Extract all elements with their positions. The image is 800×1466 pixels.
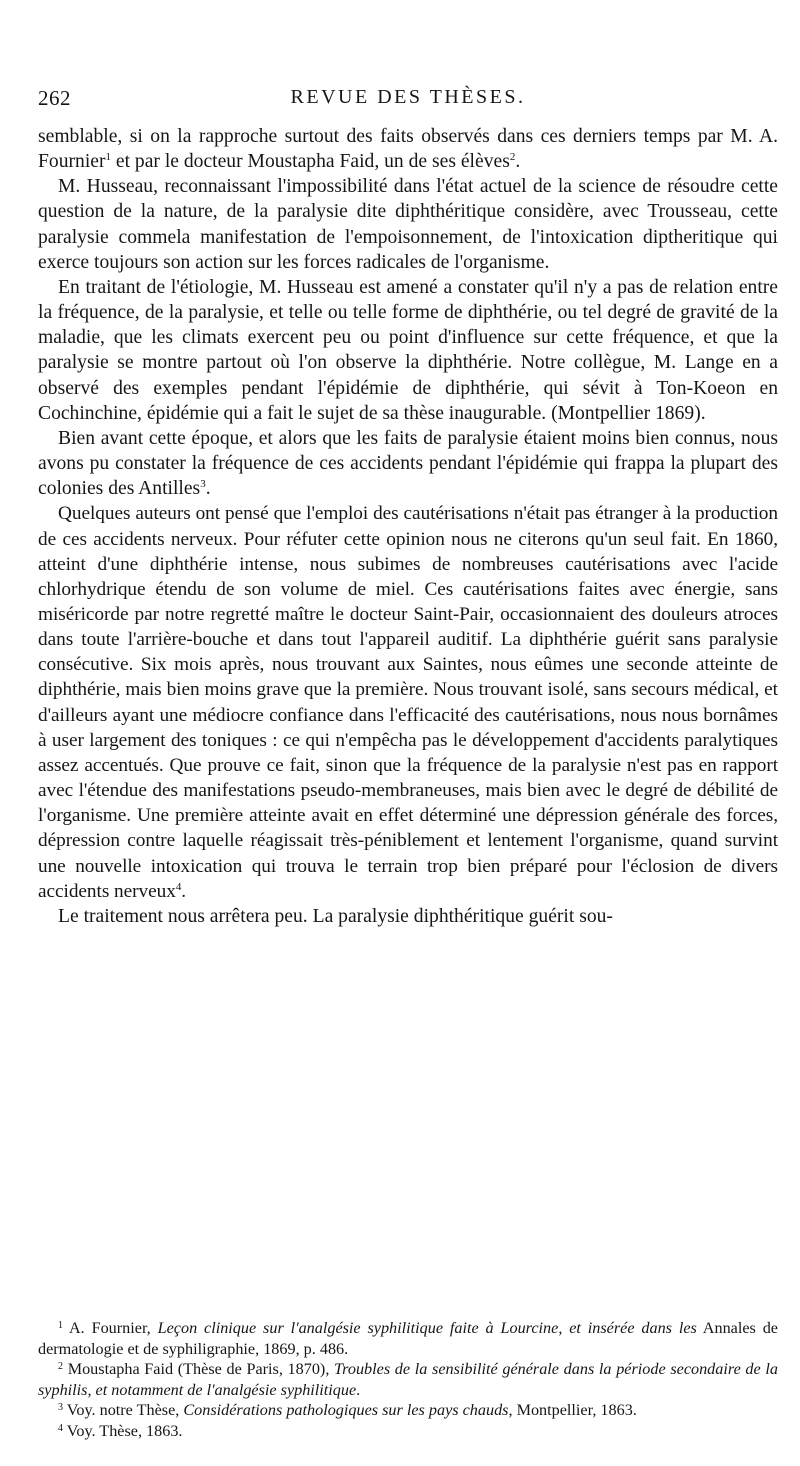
footnote: [38, 1400, 778, 1421]
running-title: REVUE DES THÈSES.: [290, 86, 526, 108]
paragraph-text: .: [205, 478, 211, 500]
paragraph: [38, 174, 778, 275]
paragraph: [38, 904, 778, 929]
paragraph: [38, 124, 778, 174]
footnote-ref: 1: [105, 151, 111, 164]
paragraph: [38, 426, 778, 501]
running-head: [38, 86, 778, 116]
body-text: [38, 124, 778, 929]
footnote-text: Moustapha Faid (Thèse de Paris, 1870),: [67, 1360, 335, 1379]
paragraph-text: Bien avant cette époque, et alors que les faits de paralysie étaient moins bien connus, nous avons pu constater la fréquence de ces accidents pendant l'épidémie qui frappa la plupart des colonies des Antilles: [38, 427, 778, 500]
footnote-mark: 4: [58, 1422, 63, 1434]
paragraph-text: En traitant de l'étiologie, M. Husseau est amené a constater qu'il n'y a pas de relation entre la fréquence, de la paralysie, et telle ou telle forme de diphthérie, ou tel degré de gravité de la maladie, que les climats exercent peu ou point d'influence sur cette fréquence, et que la paralysie se montre partout où l'on observe la diphthérie. Notre collègue, M. Lange en a observé des exemples pendant l'épidémie de diphthérie, qui sévit à Ton-Koeon en Cochinchine, épidémie qui a fait le sujet de sa thèse inaugurable. (Montpellier 1869).: [38, 276, 778, 424]
footnote: [38, 1318, 778, 1359]
paragraph-text: Quelques auteurs ont pensé que l'emploi des cautérisations n'était pas étranger à la production de ces accidents nerveux. Pour réfuter cette opinion nous ne citerons qu'un seul fait. En 1860, atteint d'une diphthérie intense, nous subimes de nombreuses cautérisations avec l'acide chlorhydrique étendu de son volume de miel. Ces cautérisations faites avec énergie, sans miséricorde par notre regretté maître le docteur Saint-Pair, occasionnaient des douleurs atroces dans toute l'arrière-bouche et dans tout l'appareil auditif. La diphthérie guérit sans paralysie consécutive. Six mois après, nous trouvant aux Saintes, nous eûmes une seconde atteinte de diphthérie, mais bien moins grave que la première. Nous trouvant isolé, sans secours médical, et d'ailleurs ayant une médiocre confiance dans l'efficacité des cautérisations, nous nous bornâmes à user largement des toniques : ce qui n'empêcha pas le développement d'accidents paralytiques assez accentués. Que prouve ce fait, sinon que la fréquence de la paralysie n'est pas en rapport avec l'étendue des manifestations pseudo-membraneuses, mais bien avec le degré de débilité de l'organisme. Une première atteinte avait en effet déterminé une dépression générale des forces, dépression contre laquelle réagissait très-péniblement et lentement l'organisme, quand survint une nouvelle intoxication qui trouva le terrain trop bien préparé pour l'éclosion de divers accidents nerveux: [38, 503, 778, 902]
footnote-ref: 2: [509, 151, 516, 164]
paragraph-text: .: [181, 880, 187, 902]
footnote-text: .: [356, 1380, 361, 1399]
paragraph-text: .: [515, 151, 521, 173]
paragraph-text: Le traitement nous arrêtera peu. La paralysie diphthéritique guérit sou-: [58, 905, 613, 927]
footnote-text: Voy. notre Thèse,: [66, 1401, 184, 1420]
paragraph-text: semblable, si on la rapproche surtout des faits observés dans ces derniers temps par M. A. Fournier: [38, 126, 778, 173]
footnote-title: Leçon clinique sur l'analgésie syphilitique faite à Lourcine, et insérée dans les: [157, 1319, 697, 1337]
footnote: [38, 1421, 778, 1442]
footnote-ref: 3: [200, 478, 206, 491]
footnote-ref: 4: [175, 880, 182, 893]
paragraph-text: et par le docteur Moustapha Faid, un de ses élèves: [110, 151, 510, 173]
paragraph: [38, 501, 778, 904]
footnote-text: Voy. Thèse, 1863.: [66, 1421, 183, 1440]
page-number: 262: [38, 86, 71, 110]
footnote-title: Troubles de la sensibilité générale dans la période secondaire de la syphilis, et notamment de l'analgésie syphilitique: [38, 1360, 778, 1399]
footnote-text: Annales de dermatologie et de syphiligraphie, 1869, p. 486.: [38, 1319, 778, 1358]
footnote-mark: 2: [58, 1361, 63, 1373]
footnote-text: , Montpellier, 1863.: [508, 1401, 637, 1420]
footnotes: [38, 1318, 778, 1442]
footnote-mark: 3: [58, 1402, 63, 1414]
footnote-title: Considérations pathologiques sur les pays chauds: [183, 1401, 509, 1420]
footnote-mark: 1: [58, 1320, 63, 1331]
footnote: [38, 1359, 778, 1400]
paragraph-text: M. Husseau, reconnaissant l'impossibilité dans l'état actuel de la science de résoudre cette question de la nature, de la paralysie dite diphthéritique considère, avec Trousseau, cette paralysie commela manifestation de l'empoisonnement, de l'intoxication diptheritique qui exerce toujours son action sur les forces radicales de l'organisme.: [38, 176, 778, 273]
footnote-text: A. Fournier,: [68, 1319, 158, 1337]
paragraph: [38, 275, 778, 426]
